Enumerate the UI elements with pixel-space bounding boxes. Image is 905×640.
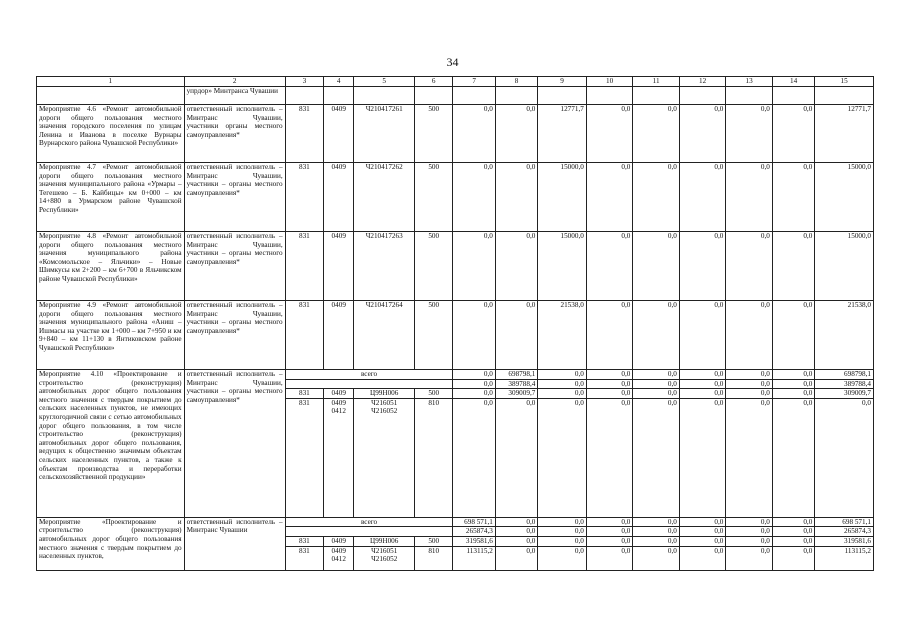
value-cell: 0,0	[586, 389, 633, 399]
header-cell: 11	[633, 77, 680, 87]
value-cell: 0,0	[633, 379, 680, 389]
value-cell: 0,0	[772, 163, 814, 232]
rzpr-cell	[324, 398, 354, 517]
empty-cell	[285, 527, 453, 537]
header-cell: 6	[415, 77, 453, 87]
value-cell: 113115,2	[453, 546, 495, 570]
value-cell: 21538,0	[815, 301, 874, 370]
rzpr-cell	[324, 546, 354, 570]
value-cell: 0,0	[538, 379, 587, 389]
value-cell: 0,0	[495, 517, 537, 527]
value-cell: 0,0	[453, 389, 495, 399]
cell-line: 0412	[331, 555, 346, 564]
header-cell: 14	[772, 77, 814, 87]
executor-cell: ответственный исполнитель – Минтранс Чувашии	[184, 517, 285, 570]
value-cell: 0,0	[679, 379, 726, 389]
header-cell: 7	[453, 77, 495, 87]
value-cell: 12771,7	[538, 105, 587, 163]
cell-line: 0409	[331, 546, 346, 555]
grbs-cell: 831	[285, 301, 323, 370]
measure-name-cell: Мероприятие 4.6 «Ремонт автомобильной дороги общего пользования местного значения городского поселения по улицам Ленина и Иванова в поселке Вурнары Вурнарского района Чувашской Республики»	[37, 105, 185, 163]
csr-cell: Ч210417263	[354, 232, 415, 301]
value-cell: 0,0	[726, 370, 773, 380]
csr-cell: Ч210417262	[354, 163, 415, 232]
empty-cell	[538, 87, 587, 105]
value-cell: 0,0	[679, 536, 726, 546]
value-cell: 0,0	[633, 546, 680, 570]
empty-cell	[726, 87, 773, 105]
value-cell: 265874,3	[453, 527, 495, 537]
csr-cell	[354, 546, 415, 570]
vr-cell: 500	[415, 163, 453, 232]
value-cell: 0,0	[815, 398, 874, 517]
table-row	[37, 232, 874, 301]
value-cell: 0,0	[726, 398, 773, 517]
page-number: 34	[446, 55, 459, 69]
value-cell: 0,0	[495, 546, 537, 570]
measure-name-cell: Мероприятие 4.9 «Ремонт автомобильной дороги общего пользования местного значения муниципального района «Аниш – Ишмасы на участке км 1+000 – км 7+950 и км 9+840 – км 11+130 в Янтиковском районе Чувашской Республики»	[37, 301, 185, 370]
value-cell: 0,0	[453, 232, 495, 301]
value-cell: 0,0	[633, 232, 680, 301]
table-row	[37, 301, 874, 370]
value-cell: 0,0	[772, 379, 814, 389]
value-cell: 0,0	[538, 398, 587, 517]
value-cell: 0,0	[679, 163, 726, 232]
value-cell: 0,0	[586, 517, 633, 527]
vr-cell: 500	[415, 389, 453, 399]
empty-cell	[815, 87, 874, 105]
empty-cell	[679, 87, 726, 105]
value-cell: 0,0	[726, 517, 773, 527]
value-cell: 0,0	[726, 232, 773, 301]
measure-name-cell: Мероприятие «Проектирование и строительство (реконструкция) автомобильных дорог общего пользования местного значения с твердым покрытием до населенных пунктов,	[37, 517, 185, 570]
value-cell: 265874,3	[815, 527, 874, 537]
cell-line: 0412	[331, 407, 346, 416]
value-cell: 0,0	[495, 301, 537, 370]
rzpr-cell: 0409	[324, 301, 354, 370]
header-cell: 5	[354, 77, 415, 87]
value-cell: 0,0	[772, 370, 814, 380]
value-cell: 0,0	[772, 546, 814, 570]
vr-cell: 810	[415, 398, 453, 517]
cell-line: Ч216051	[371, 398, 398, 407]
value-cell: 0,0	[679, 527, 726, 537]
measure-name-cell	[37, 87, 185, 105]
cell-line: Ч216051	[371, 546, 398, 555]
header-cell: 15	[815, 77, 874, 87]
value-cell: 0,0	[586, 232, 633, 301]
value-cell: 15000,0	[538, 232, 587, 301]
value-cell: 0,0	[772, 398, 814, 517]
value-cell: 12771,7	[815, 105, 874, 163]
value-cell: 0,0	[633, 389, 680, 399]
header-cell: 4	[324, 77, 354, 87]
table-body	[37, 87, 874, 571]
value-cell: 309009,7	[495, 389, 537, 399]
vr-cell: 810	[415, 546, 453, 570]
vr-cell: 500	[415, 232, 453, 301]
measure-name-cell: Мероприятие 4.8 «Ремонт автомобильной дороги общего пользования местного значения муниципального района «Комсомольское – Яльчики» – Новые Шимкусы км 2+200 – км 6+700 в Яльчикском районе Чувашской Республики»	[37, 232, 185, 301]
table-row	[37, 163, 874, 232]
value-cell: 0,0	[633, 105, 680, 163]
table-row	[37, 370, 874, 380]
vr-cell: 500	[415, 105, 453, 163]
value-cell: 0,0	[453, 370, 495, 380]
header-cell: 13	[726, 77, 773, 87]
table-row	[37, 87, 874, 105]
value-cell: 0,0	[586, 105, 633, 163]
value-cell: 389788,4	[815, 379, 874, 389]
value-cell: 21538,0	[538, 301, 587, 370]
cell-line: Ч216052	[371, 555, 398, 564]
empty-cell	[285, 379, 453, 389]
value-cell: 0,0	[586, 536, 633, 546]
cell-line: 0409	[331, 398, 346, 407]
value-cell: 0,0	[453, 105, 495, 163]
value-cell: 0,0	[726, 546, 773, 570]
value-cell: 0,0	[586, 379, 633, 389]
value-cell: 0,0	[633, 301, 680, 370]
header-cell: 9	[538, 77, 587, 87]
rzpr-cell: 0409	[324, 163, 354, 232]
grbs-cell: 831	[285, 105, 323, 163]
value-cell: 0,0	[772, 527, 814, 537]
header-row	[37, 77, 874, 87]
value-cell: 309009,7	[815, 389, 874, 399]
value-cell: 0,0	[586, 527, 633, 537]
executor-cell: ответственный исполнитель – Минтранс Чувашии, участники – органы местного самоуправления*	[184, 370, 285, 518]
csr-cell	[354, 398, 415, 517]
value-cell: 0,0	[726, 163, 773, 232]
value-cell: 113115,2	[815, 546, 874, 570]
value-cell: 0,0	[538, 546, 587, 570]
empty-cell	[453, 87, 495, 105]
value-cell: 15000,0	[815, 163, 874, 232]
rzpr-cell: 0409	[324, 105, 354, 163]
value-cell: 0,0	[495, 232, 537, 301]
csr-cell: Ч210417261	[354, 105, 415, 163]
value-cell: 0,0	[633, 398, 680, 517]
value-cell: 0,0	[538, 527, 587, 537]
measure-name-cell: Мероприятие 4.10 «Проектирование и строительство (реконструкция) автомобильных дорог общего пользования местного значения с твердым покрытием до сельских населенных пунктов, не имеющих круглогодичной связи с сетью автомобильных дорог общего пользования, в том числе строительство (реконструкция) автомобильных дорог общего пользования, ведущих к общественно значимым объектам сельских населенных пунктов, а также к объектам производства и переработки сельскохозяйственной продукции»	[37, 370, 185, 518]
value-cell: 0,0	[586, 301, 633, 370]
value-cell: 0,0	[772, 232, 814, 301]
value-cell: 319581,6	[453, 536, 495, 546]
empty-cell	[495, 87, 537, 105]
value-cell: 0,0	[633, 370, 680, 380]
empty-cell	[415, 87, 453, 105]
header-cell: 10	[586, 77, 633, 87]
vr-cell: 500	[415, 301, 453, 370]
value-cell: 15000,0	[815, 232, 874, 301]
value-cell: 0,0	[772, 536, 814, 546]
rzpr-cell: 0409	[324, 232, 354, 301]
grbs-cell: 831	[285, 163, 323, 232]
total-label-cell: всего	[285, 370, 453, 380]
value-cell: 389788,4	[495, 379, 537, 389]
value-cell: 0,0	[633, 517, 680, 527]
value-cell: 0,0	[538, 389, 587, 399]
value-cell: 0,0	[679, 389, 726, 399]
header-cell: 8	[495, 77, 537, 87]
empty-cell	[586, 87, 633, 105]
grbs-cell: 831	[285, 546, 323, 570]
csr-cell: Ч210417264	[354, 301, 415, 370]
value-cell: 0,0	[679, 398, 726, 517]
executor-cell: ответственный исполнитель – Минтранс Чувашии, участники органы местного самоуправления*	[184, 105, 285, 163]
total-label-cell: всего	[285, 517, 453, 527]
value-cell: 0,0	[726, 105, 773, 163]
value-cell: 0,0	[538, 517, 587, 527]
grbs-cell: 831	[285, 536, 323, 546]
value-cell: 698 571,1	[815, 517, 874, 527]
value-cell: 0,0	[772, 301, 814, 370]
value-cell: 0,0	[679, 105, 726, 163]
value-cell: 0,0	[633, 163, 680, 232]
value-cell: 0,0	[772, 517, 814, 527]
executor-cell: ответственный исполнитель – Минтранс Чувашии, участники – органы местного самоуправления*	[184, 232, 285, 301]
value-cell: 0,0	[726, 536, 773, 546]
header-cell: 12	[679, 77, 726, 87]
rzpr-cell: 0409	[324, 389, 354, 399]
grbs-cell: 831	[285, 389, 323, 399]
value-cell: 319581,6	[815, 536, 874, 546]
value-cell: 0,0	[453, 379, 495, 389]
value-cell: 0,0	[586, 370, 633, 380]
value-cell: 0,0	[495, 105, 537, 163]
table-row	[37, 105, 874, 163]
value-cell: 0,0	[726, 301, 773, 370]
value-cell: 0,0	[679, 517, 726, 527]
header-cell: 2	[184, 77, 285, 87]
value-cell: 0,0	[726, 379, 773, 389]
value-cell: 0,0	[453, 163, 495, 232]
empty-cell	[285, 87, 323, 105]
empty-cell	[324, 87, 354, 105]
measure-name-cell: Мероприятие 4.7 «Ремонт автомобильной дороги общего пользования местного значения муниципального района «Урмары – Тегешево – Б. Кайбицы» км 0+000 – км 14+880 в Урмарском районе Чувашской Республики»	[37, 163, 185, 232]
value-cell: 698798,1	[815, 370, 874, 380]
program-table	[36, 76, 874, 571]
value-cell: 0,0	[679, 232, 726, 301]
header-cell: 3	[285, 77, 323, 87]
value-cell: 0,0	[538, 536, 587, 546]
value-cell: 0,0	[495, 163, 537, 232]
value-cell: 0,0	[586, 546, 633, 570]
value-cell: 0,0	[726, 389, 773, 399]
vr-cell: 500	[415, 536, 453, 546]
empty-cell	[633, 87, 680, 105]
grbs-cell: 831	[285, 232, 323, 301]
value-cell: 0,0	[495, 527, 537, 537]
value-cell: 698798,1	[495, 370, 537, 380]
value-cell: 0,0	[679, 301, 726, 370]
empty-cell	[354, 87, 415, 105]
value-cell: 0,0	[772, 389, 814, 399]
value-cell: 0,0	[538, 370, 587, 380]
csr-cell: Ц99Н006	[354, 536, 415, 546]
value-cell: 0,0	[495, 536, 537, 546]
value-cell: 698 571,1	[453, 517, 495, 527]
value-cell: 0,0	[679, 370, 726, 380]
value-cell: 0,0	[495, 398, 537, 517]
csr-cell: Ц99Н006	[354, 389, 415, 399]
value-cell: 0,0	[772, 105, 814, 163]
value-cell: 0,0	[586, 398, 633, 517]
value-cell: 0,0	[453, 301, 495, 370]
value-cell: 15000,0	[538, 163, 587, 232]
executor-cell: ответственный исполнитель – Минтранс Чувашии, участники – органы местного самоуправления*	[184, 301, 285, 370]
value-cell: 0,0	[586, 163, 633, 232]
value-cell: 0,0	[633, 527, 680, 537]
cell-line: Ч216052	[371, 407, 398, 416]
value-cell: 0,0	[453, 398, 495, 517]
empty-cell	[772, 87, 814, 105]
rzpr-cell: 0409	[324, 536, 354, 546]
executor-cell: упрдор» Минтранса Чувашии	[184, 87, 285, 105]
value-cell: 0,0	[726, 527, 773, 537]
header-cell: 1	[37, 77, 185, 87]
value-cell: 0,0	[633, 536, 680, 546]
executor-cell: ответственный исполнитель – Минтранс Чувашии, участники – органы местного самоуправления*	[184, 163, 285, 232]
table-row	[37, 517, 874, 527]
value-cell: 0,0	[679, 546, 726, 570]
grbs-cell: 831	[285, 398, 323, 517]
